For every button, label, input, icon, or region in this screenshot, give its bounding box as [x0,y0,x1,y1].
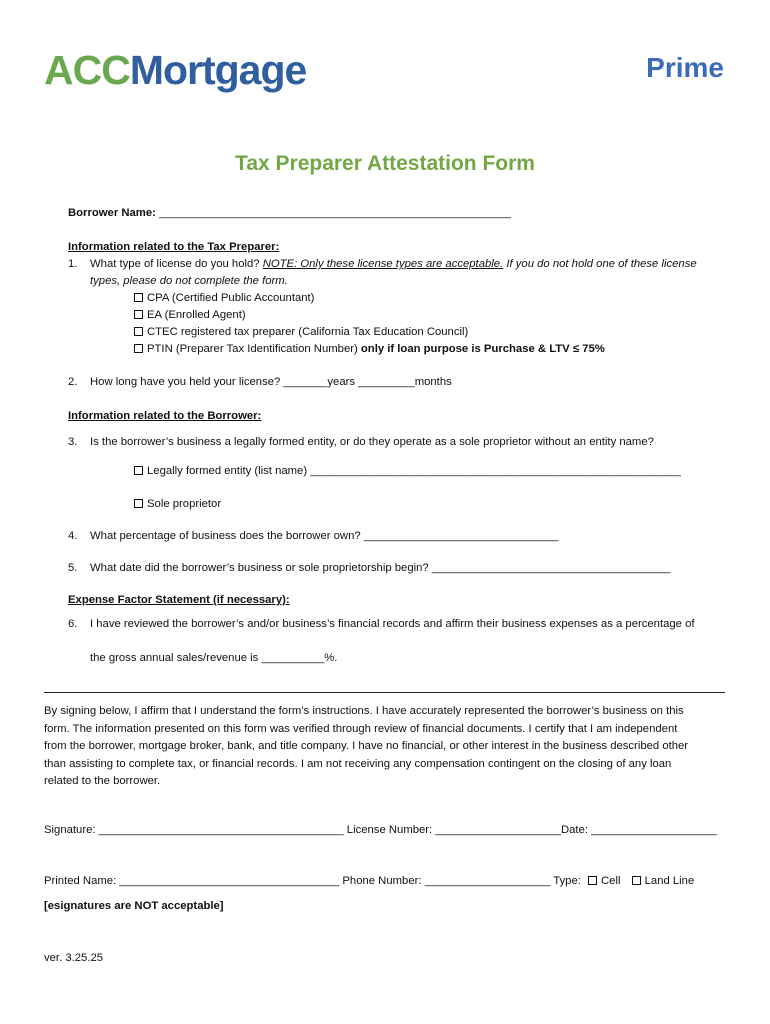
attestation-line: By signing below, I affirm that I understand the form’s instructions. I have accurately represented the borrower’s business on this [44,705,684,717]
printed-name-phone-fields[interactable]: Printed Name: ___________________________________ Phone Number: ____________________ Type: [44,875,581,887]
checkbox-icon[interactable] [134,310,143,319]
borrower-name-row [68,205,511,222]
borrower-name-label: Borrower Name: [68,207,156,219]
ptin-condition: only if loan purpose is Purchase & LTV ≤ 75% [360,343,605,355]
license-option-label: CPA (Certified Public Accountant) [147,292,315,304]
question-6-number: 6. [68,618,78,630]
question-2-number: 2. [68,376,78,388]
question-6-text: I have reviewed the borrower’s and/or business’s financial records and affirm their business expenses as a percentage of [90,618,695,630]
checkbox-icon[interactable] [134,327,143,336]
question-4-number: 4. [68,530,78,542]
option-legal-entity[interactable] [134,463,681,480]
type-cell-label: Cell [601,875,621,887]
question-5-text[interactable]: What date did the borrower’s business or sole proprietorship begin? ______________________________________ [90,562,671,574]
section-expense: Expense Factor Statement (if necessary): [68,594,290,606]
attestation-paragraph [44,703,734,791]
divider [44,692,725,693]
printed-name-row [44,873,694,890]
question-3 [68,434,654,451]
attestation-line: from the borrower, mortgage broker, bank, and title company. I have no financial, or other interest in the business described other [44,740,689,752]
type-landline-label: Land Line [644,875,695,887]
checkbox-icon[interactable] [134,293,143,302]
license-option-cpa[interactable] [134,290,314,307]
question-4 [68,528,559,545]
section-borrower: Information related to the Borrower: [68,410,262,422]
form-title: Tax Preparer Attestation Form [235,152,535,175]
logo-mortgage-text: Mortgage [129,47,307,93]
question-1-number: 1. [68,258,78,270]
question-3-number: 3. [68,436,78,448]
checkbox-icon[interactable] [134,499,143,508]
license-option-label: PTIN (Preparer Tax Identification Number) [147,343,358,355]
question-1-note: NOTE: Only these license types are acceptable. [262,258,504,270]
checkbox-icon[interactable] [134,344,143,353]
question-1-text: What type of license do you hold? [90,258,260,270]
esignature-note: [esignatures are NOT acceptable] [44,900,224,912]
question-1-rest: If you do not hold one of these license [506,258,697,270]
question-4-text[interactable]: What percentage of business does the borrower own? _______________________________ [90,530,559,542]
question-6-line2[interactable]: the gross annual sales/revenue is __________%. [90,652,338,664]
question-1-line2: types, please do not complete the form. [90,275,288,287]
borrower-name-field[interactable]: ________________________________________________________ [159,207,511,219]
attestation-line: form. The information presented on this form was verified through review of financial documents. I certify that I am independent [44,722,678,735]
question-5 [68,560,671,577]
question-2-text[interactable]: How long have you held your license? _______years _________months [90,376,452,388]
checkbox-icon[interactable] [632,876,641,885]
question-5-number: 5. [68,562,78,574]
checkbox-icon[interactable] [588,876,597,885]
question-2 [68,374,452,391]
option-legal-entity-label[interactable]: Legally formed entity (list name) ___________________________________________________________ [147,465,681,477]
license-option-ptin[interactable] [134,341,605,358]
question-6 [68,616,695,633]
question-3-text: Is the borrower’s business a legally formed entity, or do they operate as a sole proprietor without an entity name? [90,436,654,448]
attestation-line: related to the borrower. [44,775,161,787]
license-option-ea[interactable] [134,307,246,324]
signature-row[interactable]: Signature: _______________________________________ License Number: ____________________Date: ____________________ [44,824,717,836]
checkbox-icon[interactable] [134,466,143,475]
section-tax-preparer: Information related to the Tax Preparer: [68,241,280,253]
option-sole-proprietor[interactable] [134,496,221,513]
option-sole-proprietor-label: Sole proprietor [147,498,222,510]
attestation-line: than assisting to complete tax, or financial records. I am not receiving any compensation contingent on the closing of any loan [44,757,672,770]
license-option-ctec[interactable] [134,324,468,341]
version-label: ver. 3.25.25 [44,952,104,964]
question-1 [68,256,697,273]
company-logo [44,47,307,93]
license-option-label: CTEC registered tax preparer (California Tax Education Council) [147,326,469,338]
license-option-label: EA (Enrolled Agent) [147,309,246,321]
prime-label: Prime [646,52,724,83]
logo-acc-text: ACC [44,47,130,93]
